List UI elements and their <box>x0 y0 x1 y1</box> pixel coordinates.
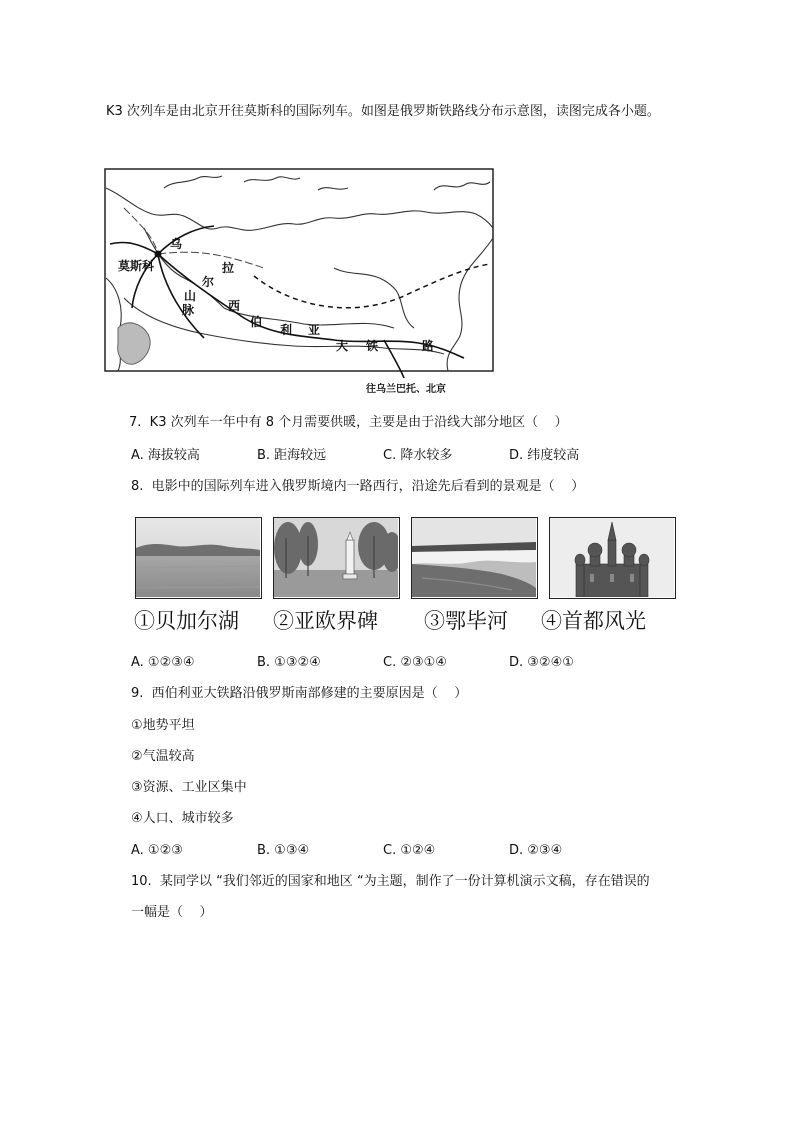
map-label-moscow: 莫斯科 <box>118 259 155 273</box>
map-label-railway-1: 大 <box>336 339 349 353</box>
map-label-ural-5: 脉 <box>182 303 195 317</box>
map-label-siberia-3: 利 <box>280 323 293 337</box>
q8-option-d: D. ③②④① <box>509 655 574 670</box>
q10-stem-line2: 一幅是（ ） <box>131 905 213 920</box>
q7-stem: 7. K3 次列车一年中有 8 个月需要供暖，主要是由于沿线大部分地区（ ） <box>129 415 568 430</box>
photo-capital-scenery <box>549 517 676 599</box>
caption-2: ②亚欧界碑 <box>273 609 378 633</box>
q8-option-c: C. ②③①④ <box>383 655 447 670</box>
map-label-siberia-4: 亚 <box>308 323 321 337</box>
map-label-railway-3: 路 <box>422 339 435 353</box>
photo-baikal-lake <box>135 517 262 599</box>
intro-text: K3 次列车是由北京开往莫斯科的国际列车。如图是俄罗斯铁路线分布示意图，读图完成各小题。 <box>106 104 660 119</box>
q7-option-a: A. 海拔较高 <box>131 448 200 463</box>
map-note-route: 往乌兰巴托、北京 <box>366 384 446 395</box>
map-label-siberia-1: 西 <box>228 299 241 313</box>
q9-item-2: ②气温较高 <box>131 749 195 764</box>
q9-item-1: ①地势平坦 <box>131 718 195 733</box>
caption-3: ③鄂毕河 <box>424 609 508 633</box>
photo-asia-europe-monument <box>273 517 400 599</box>
q8-option-a: A. ①②③④ <box>131 655 195 670</box>
russia-railway-map <box>104 168 496 402</box>
q9-stem: 9. 西伯利亚大铁路沿俄罗斯南部修建的主要原因是（ ） <box>131 686 468 701</box>
q7-option-b: B. 距海较远 <box>257 448 327 463</box>
q9-option-c: C. ①②④ <box>383 843 436 858</box>
caption-1: ①贝加尔湖 <box>134 609 239 633</box>
map-label-ural-3: 尔 <box>202 275 215 289</box>
map-label-ural-4: 山 <box>184 289 197 303</box>
q9-item-3: ③资源、工业区集中 <box>131 780 247 795</box>
map-label-railway-2: 铁 <box>366 339 379 353</box>
q9-item-4: ④人口、城市较多 <box>131 811 234 826</box>
map-label-ural-2: 拉 <box>222 261 235 275</box>
q8-stem: 8. 电影中的国际列车进入俄罗斯境内一路西行，沿途先后看到的景观是（ ） <box>131 479 585 494</box>
q8-option-b: B. ①③②④ <box>257 655 321 670</box>
photo-ob-river <box>411 517 538 599</box>
q10-stem-line1: 10. 某同学以 “我们邻近的国家和地区 “为主题，制作了一份计算机演示文稿，存在错误的 <box>131 874 650 889</box>
q7-option-c: C. 降水较多 <box>383 448 453 463</box>
q9-option-b: B. ①③④ <box>257 843 310 858</box>
q9-option-a: A. ①②③ <box>131 843 183 858</box>
map-label-ural-1: 乌 <box>170 237 183 251</box>
caption-4: ④首都风光 <box>541 609 646 633</box>
q7-option-d: D. 纬度较高 <box>509 448 580 463</box>
map-label-siberia-2: 伯 <box>250 315 263 329</box>
q9-option-d: D. ②③④ <box>509 843 563 858</box>
